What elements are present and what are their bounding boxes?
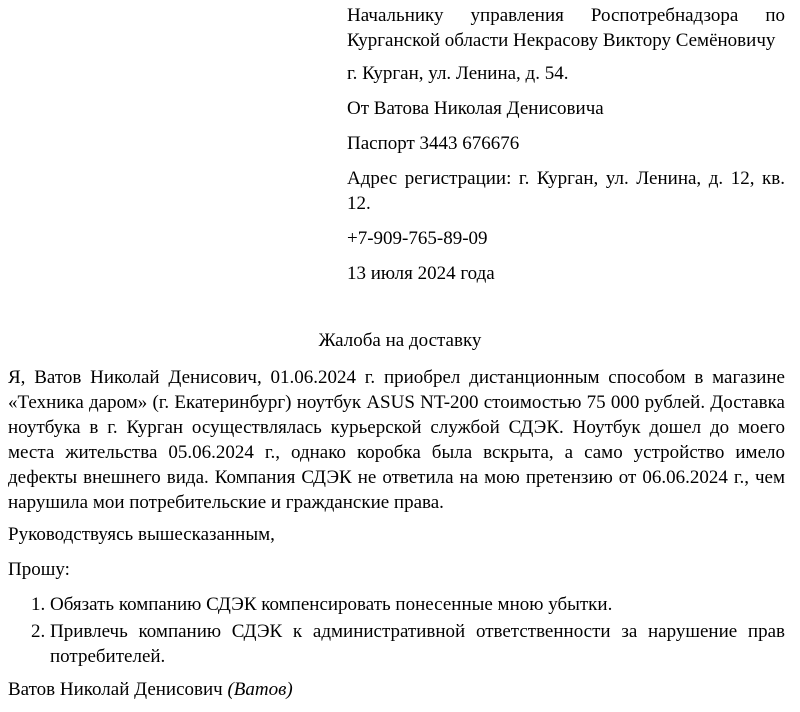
guided-by: Руководствуясь вышесказанным, — [8, 524, 275, 545]
list-item: 1. Обязать компанию СДЭК компенсировать понесенные мною убытки. — [50, 592, 785, 617]
addressee: Начальнику управления Роспотребнадзора по Курганской области Некрасову Виктору Семёновичу — [347, 5, 785, 51]
signature-mark: (Ватов) — [227, 679, 293, 700]
signature — [8, 677, 785, 702]
passport: Паспорт 3443 676676 — [347, 133, 520, 154]
complaint-text: Я, Ватов Николай Денисович, 01.06.2024 г. приобрел дистанционным способом в магазине «Техника даром» (г. Екатеринбург) ноутбук ASUS NT-200 стоимостью 75 000 рублей. Доставка ноутбука в г. Курган осуществлялась курьерской службой СДЭК. Ноутбук дошел до моего места жительства 05.06.2024 г., однако коробка была вскрыта, а само устройство имело дефекты внешнего вида. Компания СДЭК не ответила на мою претензию от 06.06.2024 г., чем нарушила мои потребительские и гражданские права. — [8, 367, 785, 513]
document-date: 13 июля 2024 года — [347, 263, 495, 284]
request-intro: Прошу: — [8, 559, 70, 580]
signature-name: Ватов Николай Денисович — [8, 679, 223, 700]
document-title: Жалоба на доставку — [318, 330, 482, 351]
registration-address: Адрес регистрации: г. Курган, ул. Ленина, д. 12, кв. 12. — [347, 168, 785, 214]
body-block — [8, 365, 785, 712]
addressee-address: г. Курган, ул. Ленина, д. 54. — [347, 63, 569, 84]
sender-name: От Ватова Николая Денисовича — [347, 98, 604, 119]
header-block — [347, 3, 785, 296]
request-list — [8, 592, 785, 669]
list-item: 2. Привлечь компанию СДЭК к административной ответственности за нарушение прав потребителей. — [50, 619, 785, 669]
phone: +7-909-765-89-09 — [347, 228, 488, 249]
